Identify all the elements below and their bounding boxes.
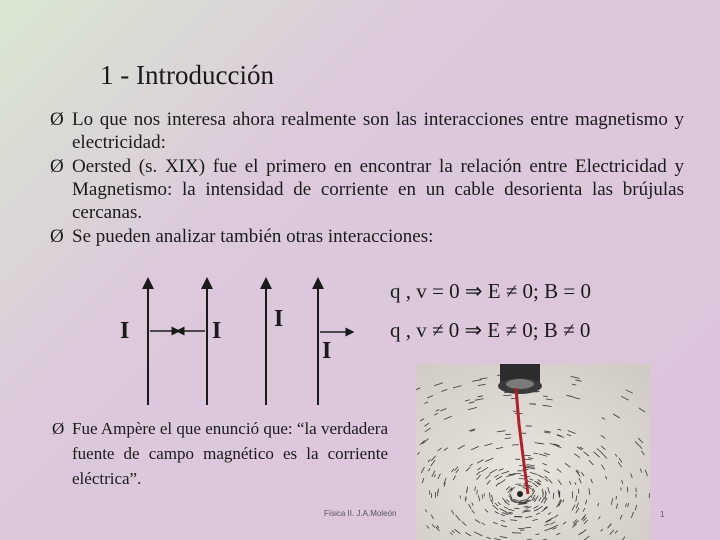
current-label: I <box>274 306 284 332</box>
bullet-arrow-icon: Ø <box>50 156 64 177</box>
bullet-arrow-icon: Ø <box>52 419 65 438</box>
iron-filing <box>529 404 536 405</box>
bullet-item <box>48 155 684 224</box>
bullet-text: Oersted (s. XIX) fue el primero en encontrar la relación entre Electricidad y Magnetismo: la intensidad de corriente en un cable desorienta las brújulas cercanas. <box>72 156 684 223</box>
bullet-item <box>48 225 684 248</box>
iron-filing <box>514 508 519 509</box>
current-label: I <box>322 338 332 364</box>
ampere-text: Fue Ampère el que enunció que: “la verdadera fuente de campo magnético es la corriente eléctrica”. <box>72 419 388 488</box>
iron-filing <box>589 488 590 495</box>
bullet-text: Se pueden analizar también otras interacciones: <box>72 226 434 247</box>
equation-static-charge: q , v = 0 ⇒ E ≠ 0; B = 0 <box>390 279 591 303</box>
iron-filing <box>578 489 579 494</box>
iron-filings-photo <box>416 364 650 540</box>
current-label: I <box>212 318 222 344</box>
bullet-arrow-icon: Ø <box>50 226 64 247</box>
page-number: 1 <box>660 510 665 519</box>
iron-filing <box>543 396 548 397</box>
iron-filing <box>503 395 511 396</box>
iron-filing <box>490 493 491 499</box>
iron-filing <box>515 484 521 485</box>
equation-moving-charge: q , v ≠ 0 ⇒ E ≠ 0; B ≠ 0 <box>390 318 591 342</box>
iron-filing <box>505 434 511 435</box>
iron-filings-image <box>416 364 650 540</box>
bullet-text: Lo que nos interesa ahora realmente son las interacciones entre magnetismo y electricidad: <box>72 109 684 153</box>
bullet-list <box>48 108 684 249</box>
slide-title: 1 - Introducción <box>100 60 274 90</box>
footer-credit: Física II. J.A.Moleón <box>324 509 397 518</box>
current-label: I <box>120 318 130 344</box>
bullet-arrow-icon: Ø <box>50 109 64 130</box>
iron-filing <box>558 490 559 495</box>
iron-filing <box>466 496 467 499</box>
bullet-item <box>48 108 684 154</box>
ampere-statement <box>52 416 388 491</box>
